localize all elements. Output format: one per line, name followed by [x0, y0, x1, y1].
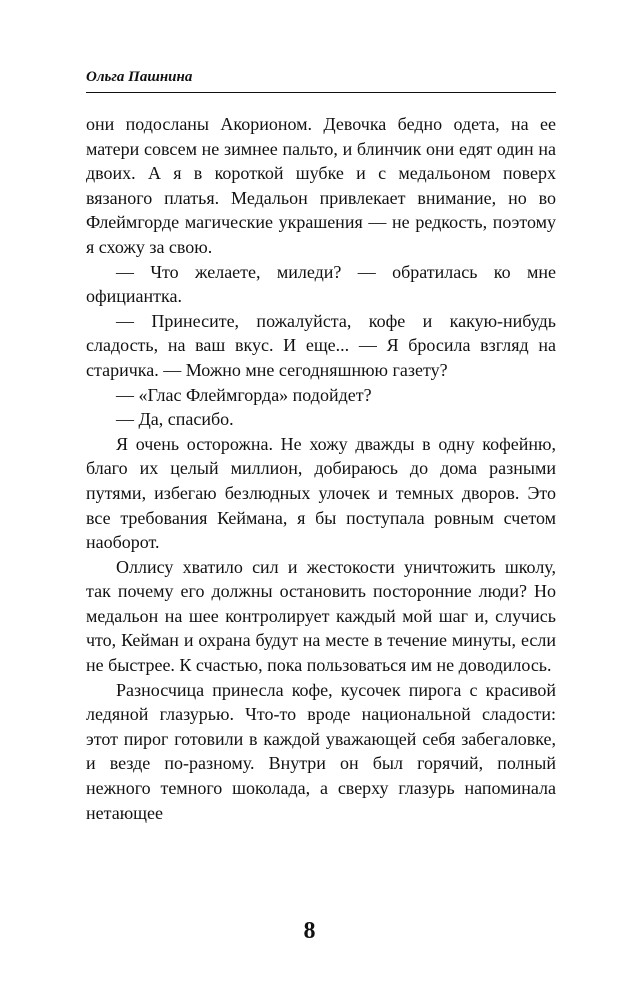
paragraph-7: Оллису хватило сил и жестокости уничтожить школу, так почему его должны остановить посторонние люди? Но медальон на шее контролирует каждый мой шаг и, случись что, Кейман и охрана будут на месте в течение минуты, если не быстрее. К счастью, пока пользоваться им не доводилось. — [86, 556, 556, 676]
body-text — [86, 112, 556, 825]
paragraph-6: Я очень осторожна. Не хожу дважды в одну кофейню, благо их целый миллион, добираюсь до дома разными путями, избегаю безлюдных улочек и темных дворов. Это все требования Кеймана, я бы поступала ровным счетом наоборот. — [86, 433, 556, 553]
running-header-author: Ольга Пашнина — [86, 69, 193, 85]
paragraph-5: — Да, спасибо. — [116, 409, 234, 430]
paragraph-3: — Принесите, пожалуйста, кофе и какую-нибудь сладость, на ваш вкус. И еще... — Я бросила взгляд на старичка. — Можно мне сегодняшнюю газету? — [86, 310, 556, 380]
paragraph-1: они подосланы Акорионом. Девочка бедно одета, на ее матери совсем не зимнее пальто, и блинчик они едят один на двоих. А я в короткой шубке и с медальоном поверх вязаного платья. Медальон привлекает внимание, но во Флеймгорде магические украшения — не редкость, поэтому я схожу за свою. — [86, 114, 556, 257]
paragraph-2: — Что желаете, миледи? — обратилась ко мне официантка. — [86, 261, 556, 307]
header-rule — [86, 92, 556, 93]
page-number: 8 — [303, 918, 316, 944]
paragraph-8: Разносчица принесла кофе, кусочек пирога с красивой ледяной глазурью. Что-то вроде национальной сладости: этот пирог готовили в каждой уважающей себя забегаловке, и везде по-разному. Внутри он был горячий, полный нежного темного шоколада, а сверху глазурь напоминала нетающее — [86, 679, 556, 823]
running-header — [86, 68, 556, 93]
paragraph-4: — «Глас Флеймгорда» подойдет? — [116, 384, 372, 405]
